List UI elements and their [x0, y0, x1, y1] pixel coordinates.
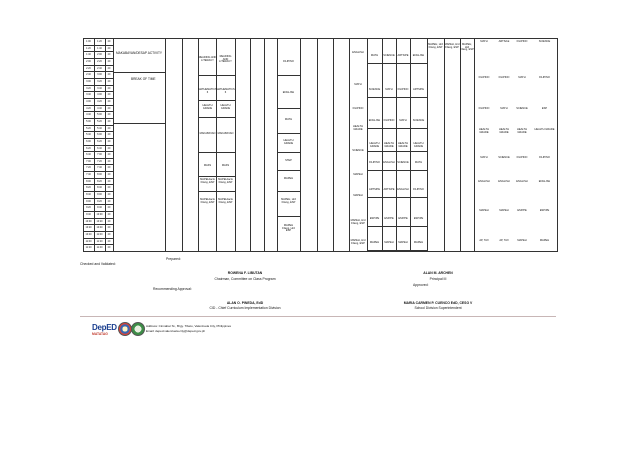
subject-cell: SCIENCE: [516, 107, 528, 110]
subject-cell: FILIPINO: [383, 119, 395, 122]
subject-cell: ARTS/LE: [498, 40, 510, 43]
subject-cell: ARTS/PE: [412, 88, 425, 91]
subject-cell: AP, TAX: [479, 239, 489, 242]
time-start: 5:20: [86, 126, 91, 130]
note-cell: MAPEH, Hrd Filang, ESP: [460, 43, 474, 52]
minutes-cell: 20: [107, 40, 111, 43]
time-start: 6:40: [86, 153, 91, 157]
minutes-cell: 20: [107, 179, 111, 183]
time-end: 7:20: [97, 159, 102, 163]
minutes-cell: 20: [107, 146, 111, 150]
grade-cell: READING AND LITERACY: [219, 55, 232, 64]
minutes-cell: 20: [107, 186, 111, 190]
recommending-label: Recommending Approval:: [153, 287, 192, 291]
minutes-cell: 20: [107, 239, 111, 243]
subject-cell: MATH: [518, 76, 526, 79]
time-end: 9:40: [97, 206, 102, 210]
time-end: 8:00: [97, 173, 102, 177]
subject-cell: SCIENCE: [498, 156, 510, 159]
subject-cell: ENGLISH: [282, 91, 295, 94]
subject-cell: SCIENCE: [383, 54, 395, 57]
grade-cell: MAKS: [203, 164, 212, 167]
minutes-cell: 20: [107, 166, 111, 170]
grade-cell: HEALTH GRADE: [220, 104, 231, 110]
grade-cell: HEALTH GRADE: [202, 104, 213, 110]
subject-cell: FILIPINO: [352, 107, 364, 110]
time-end: 5:40: [97, 126, 102, 130]
subject-cell: ENGLISH: [498, 180, 510, 183]
signatory-name-3: ALAN O. PINEDA, EdD: [226, 301, 264, 305]
grade-cell: MAPEH/acts Filang, ESP: [200, 178, 215, 184]
minutes-cell: 20: [107, 79, 111, 83]
minutes-cell: 20: [107, 86, 111, 90]
time-start: 11:20: [85, 246, 92, 250]
time-start: 3:40: [86, 93, 91, 97]
minutes-cell: 20: [107, 159, 111, 163]
subject-cell: MATH: [370, 54, 379, 57]
time-end: 9:20: [97, 199, 102, 203]
time-start: 10:00: [85, 219, 92, 223]
subject-cell: MATH: [385, 88, 393, 91]
grade-cell: MAPEH/acts Filang, ESP: [218, 198, 233, 204]
subject-cell: FILIPINO: [413, 188, 424, 191]
subject-cell: MATH: [414, 161, 423, 164]
time-end: 6:20: [97, 139, 102, 143]
subject-cell: ESP/PE: [413, 217, 424, 220]
minutes-cell: 20: [107, 126, 111, 130]
time-end: 6:40: [97, 146, 102, 150]
time-start: 4:00: [86, 99, 91, 103]
subject-cell: AP, TAX: [499, 239, 509, 242]
subject-cell: ENGLISH: [397, 188, 409, 191]
grade-cell: MAPEH/acts Filang, ESP: [200, 198, 215, 204]
time-start: 1:20: [86, 46, 91, 50]
subject-cell: SCIENCE: [538, 40, 551, 43]
time-start: 2:00: [86, 59, 91, 63]
subject-cell: MAPEH: [539, 239, 550, 242]
time-end: 1:20: [97, 40, 102, 43]
time-start: 1:40: [86, 53, 91, 57]
minutes-cell: 20: [107, 73, 111, 77]
signatory-role-1: Chairman, Committee on Class Program: [214, 277, 276, 281]
time-start: 3:00: [86, 79, 91, 83]
time-end: 5:20: [97, 119, 102, 123]
subject-cell: HEALTH GRADE: [498, 128, 510, 134]
time-start: 3:20: [86, 86, 91, 90]
subject-cell: HEALTH GRADE: [534, 128, 555, 131]
subject-cell: MATH: [284, 118, 293, 121]
subject-cell: HEALTH GRADE: [413, 142, 424, 148]
division-seal-icon: [131, 322, 145, 336]
subject-cell: HEALTH GRADE: [383, 142, 395, 148]
deped-logo: DepED MATATAG: [92, 323, 117, 336]
subject-cell: FILIPINO: [539, 156, 550, 159]
minutes-cell: 20: [107, 219, 111, 223]
subject-cell: MAPEH: [353, 173, 363, 176]
time-start: 9:20: [86, 206, 91, 210]
minutes-cell: 20: [107, 226, 111, 230]
time-start: 6:20: [86, 146, 91, 150]
note-cell: MAPEH, Hrd Filang, ESP: [428, 43, 443, 49]
subject-cell: FILIPINO: [516, 156, 528, 159]
grade-cell: MATHEMATICS 6: [216, 88, 235, 94]
subject-cell: MATH: [399, 119, 407, 122]
subject-cell: ENGLISH: [352, 51, 364, 54]
time-start: 4:20: [86, 106, 91, 110]
email-line: Email: deped.valenzuela.city@deped.gov.ph: [146, 329, 206, 333]
time-start: 5:00: [86, 119, 91, 123]
time-end: 2:40: [97, 66, 102, 70]
subject-cell: ENGLISH: [383, 161, 395, 164]
subject-cell: SCIENCE: [412, 119, 425, 122]
subject-cell: MAPEH: [499, 209, 509, 212]
subject-cell: MATH: [480, 40, 488, 43]
subject-cell: MAPEH, Hrd Filang, ESP: [281, 198, 296, 204]
subject-cell: MAPEH: [398, 241, 408, 244]
signatory-name-4: MARIA CARMEN P. CUENCO EdD, CESO V: [403, 301, 473, 305]
time-end: 7:00: [97, 153, 102, 157]
time-end: 4:20: [97, 99, 102, 103]
time-end: 8:20: [97, 179, 102, 183]
subject-cell: ARTS/PE: [397, 54, 409, 57]
note-cell: MAPEH, Hrd Filang, ESP: [444, 43, 460, 49]
subject-cell: ESP/PE: [369, 217, 380, 220]
checked-label: Checked and Validated:: [80, 262, 116, 266]
subject-cell: MAPEH: [353, 194, 363, 197]
subject-cell: ARTS/PE: [383, 188, 395, 191]
time-end: 4:00: [97, 93, 102, 97]
subject-cell: SCIENCE: [397, 161, 409, 164]
time-start: 8:20: [86, 186, 91, 190]
subject-cell: SCIENCE: [368, 88, 381, 91]
schedule-table: [83, 38, 558, 251]
time-end: 10:40: [96, 226, 103, 230]
subject-cell: MAPEH: [369, 241, 380, 244]
signatory-role-4: School Division Superintendent: [414, 306, 462, 310]
subject-cell: HEALTH GRADE: [478, 128, 490, 134]
time-start: 8:00: [86, 179, 91, 183]
time-start: 1:00: [86, 40, 91, 43]
time-end: 5:00: [97, 113, 102, 117]
subject-cell: FILIPINO: [498, 76, 510, 79]
subject-cell: MAPEH, Hrd Filang, ESP: [350, 239, 366, 245]
minutes-cell: 20: [107, 99, 111, 103]
minutes-cell: 20: [107, 93, 111, 97]
grade-cell: MAKS: [221, 164, 230, 167]
subject-cell: MAPEH Filang, Hrd ESP: [282, 224, 295, 233]
minutes-cell: 20: [107, 66, 111, 70]
time-start: 7:00: [86, 159, 91, 163]
subject-cell: MAPEH: [413, 241, 424, 244]
minutes-cell: 20: [107, 133, 111, 137]
subject-cell: ESP/PE: [398, 217, 408, 220]
grade-cell: MATHEMATICS 6: [198, 88, 217, 94]
minutes-cell: 20: [107, 246, 111, 250]
minutes-cell: 20: [107, 173, 111, 177]
minutes-cell: 20: [107, 199, 111, 203]
signatory-role-2: Principal III: [429, 277, 447, 281]
time-end: 3:00: [97, 73, 102, 77]
subject-cell: HEALTH GRADE: [283, 139, 294, 145]
minutes-cell: 20: [107, 113, 111, 117]
address-line: Address: Cinnabar St., Brgy. Tibeto, Valenzuela City, Philippines: [146, 324, 232, 328]
minutes-cell: 20: [107, 59, 111, 63]
time-end: 10:00: [96, 213, 103, 217]
minutes-cell: 20: [107, 46, 111, 50]
minutes-cell: 20: [107, 153, 111, 157]
grade-cell: READING AND LITERACY: [198, 56, 217, 62]
time-start: 7:20: [86, 166, 91, 170]
subject-cell: ENGLISH: [516, 180, 528, 183]
signatory-name-2: ALAN M. ARCHEN: [423, 271, 453, 275]
time-end: 1:40: [97, 46, 102, 50]
subject-cell: ENGLISH: [368, 119, 381, 122]
time-start: 10:20: [85, 226, 92, 230]
activity-label-1: MAKABAYAN/DESAP ACTIVITY: [116, 51, 163, 55]
time-start: 9:40: [86, 213, 91, 217]
time-start: 6:00: [86, 139, 91, 143]
minutes-cell: 20: [107, 193, 111, 197]
subject-cell: MAPEH: [283, 177, 294, 180]
subject-cell: SCIENCE: [352, 149, 364, 152]
subject-cell: MAPEH: [517, 239, 527, 242]
subject-cell: ESP: [541, 107, 548, 110]
time-start: 4:40: [86, 113, 91, 117]
time-end: 2:00: [97, 53, 102, 57]
subject-cell: MAPEH: [479, 209, 489, 212]
time-start: 2:40: [86, 73, 91, 77]
minutes-cell: 20: [107, 106, 111, 110]
subject-cell: ESP/PE: [517, 209, 527, 212]
time-end: 6:00: [97, 133, 102, 137]
subject-cell: MAPEH: [384, 241, 394, 244]
footer-divider: [80, 316, 556, 317]
time-end: 10:20: [96, 219, 103, 223]
prepared-label: Prepared:: [166, 257, 181, 261]
subject-cell: STEP: [285, 159, 292, 162]
signatory-name-1: ROWENA F. LIBUTAN: [227, 271, 263, 275]
activity-label-2: BREAK OF TIME: [131, 77, 156, 81]
time-start: 11:00: [85, 239, 92, 243]
minutes-cell: 20: [107, 139, 111, 143]
subject-cell: ARTS/PE: [368, 188, 381, 191]
subject-cell: HEALTH GRADE: [369, 142, 380, 148]
subject-cell: MATH: [480, 156, 488, 159]
seal-icon: [118, 322, 132, 336]
time-start: 2:20: [86, 66, 91, 70]
time-end: 4:40: [97, 106, 102, 110]
grade-cell: MAPEH/acts Filang, ESP: [218, 178, 233, 184]
subject-cell: ESP/PE: [384, 217, 394, 220]
subject-cell: ENGLISH: [412, 54, 425, 57]
grade-cell: MAKABAYAN: [217, 132, 234, 135]
grade-cell: MAKABAYAN: [199, 132, 216, 135]
subject-cell: ENGLISH: [538, 180, 551, 183]
minutes-cell: 20: [107, 213, 111, 217]
time-start: 10:40: [85, 233, 92, 237]
signatory-role-3: CID - Chief Curriculum Implementation Division: [209, 306, 281, 310]
subject-cell: FILIPINO: [283, 60, 294, 63]
subject-cell: FILIPINO: [397, 88, 409, 91]
time-end: 8:40: [97, 186, 102, 190]
minutes-cell: 20: [107, 233, 111, 237]
approved-label: Approved:: [413, 283, 429, 287]
subject-cell: FILIPINO: [478, 107, 490, 110]
subject-cell: MATH: [500, 107, 508, 110]
minutes-cell: 20: [107, 53, 111, 57]
subject-cell: HEALTH GRADE: [516, 128, 528, 134]
time-end: 3:40: [97, 86, 102, 90]
subject-cell: ESP/PE: [539, 209, 550, 212]
subject-cell: FILIPINO: [369, 161, 380, 164]
subject-cell: MAPEH, Hrd Filang, ESP: [350, 219, 366, 225]
subject-cell: FILIPINO: [539, 76, 550, 79]
time-end: 7:40: [97, 166, 102, 170]
time-start: 9:00: [86, 199, 91, 203]
time-end: 11:40: [96, 246, 103, 250]
subject-cell: FILIPINO: [516, 40, 528, 43]
subject-cell: FILIPINO: [478, 76, 490, 79]
time-start: 7:40: [86, 173, 91, 177]
time-start: 8:40: [86, 193, 91, 197]
subject-cell: HEALTH GRADE: [352, 125, 364, 131]
minutes-cell: 20: [107, 206, 111, 210]
time-end: 2:20: [97, 59, 102, 63]
time-start: 5:40: [86, 133, 91, 137]
time-end: 11:20: [96, 239, 103, 243]
subject-cell: HEALTH GRADE: [397, 142, 409, 148]
subject-cell: MATH: [354, 83, 362, 86]
subject-cell: ENGLISH: [478, 180, 490, 183]
time-end: 3:20: [97, 79, 102, 83]
time-end: 11:00: [96, 233, 103, 237]
minutes-cell: 20: [107, 119, 111, 123]
time-end: 9:00: [97, 193, 102, 197]
